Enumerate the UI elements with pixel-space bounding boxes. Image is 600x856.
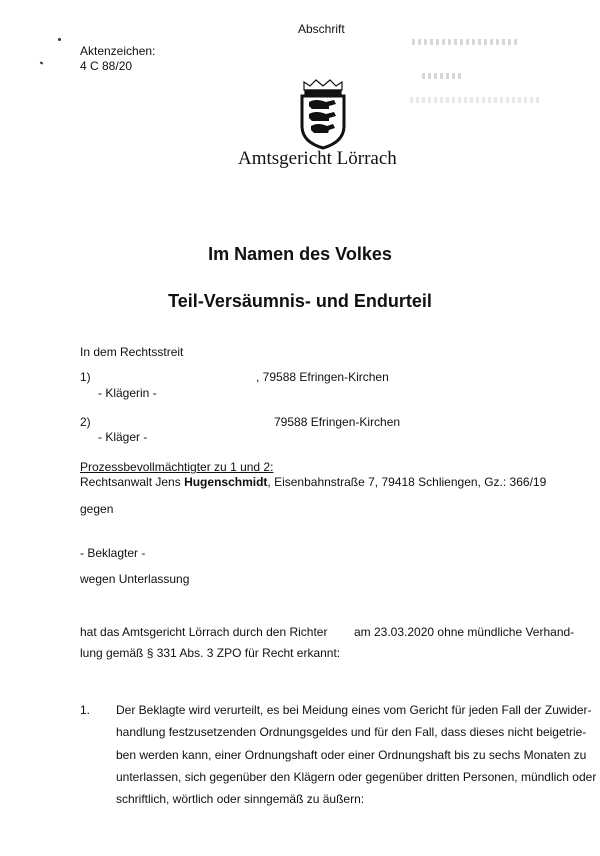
defendant-role: - Beklagter - bbox=[80, 546, 146, 560]
judgment-title: Teil-Versäumnis- und Endurteil bbox=[168, 291, 432, 311]
item-text-line: Der Beklagte wird verurteilt, es bei Meidung eines vom Gericht für jeden Fall der Zuwider- bbox=[116, 703, 592, 717]
counsel-details bbox=[80, 475, 546, 489]
item-text-line: schriftlich, wörtlich oder sinngemäß zu äußern: bbox=[116, 792, 365, 806]
counsel-label: Prozessbevollmächtigter zu 1 und 2: bbox=[80, 460, 274, 474]
item-text-line: unterlassen, sich gegenüber den Klägern oder gegenüber dritten Personen, mündlich oder bbox=[116, 770, 597, 784]
item-text-line: handlung festzusetzenden Ordnungsgeldes und für den Fall, dass dieses nicht beigetrie- bbox=[116, 725, 587, 739]
page-title: Im Namen des Volkes bbox=[208, 244, 392, 264]
faded-stamp bbox=[410, 35, 550, 120]
party-address: , 79588 Efringen-Kirchen bbox=[256, 370, 389, 384]
against-label: gegen bbox=[80, 502, 114, 516]
party-address: 79588 Efringen-Kirchen bbox=[274, 415, 401, 429]
ruling-line: lung gemäß § 331 Abs. 3 ZPO für Recht erkannt: bbox=[80, 646, 341, 660]
counsel-address: , Eisenbahnstraße 7, 79418 Schliengen, Gz.: 366/19 bbox=[267, 475, 547, 489]
party-role: - Kläger - bbox=[98, 430, 148, 444]
court-name: Amtsgericht Lörrach bbox=[238, 148, 397, 169]
party-number: 1) bbox=[80, 370, 91, 384]
file-number-label: Aktenzeichen: bbox=[80, 44, 156, 58]
file-number: 4 C 88/20 bbox=[80, 59, 133, 73]
ruling-line-start: hat das Amtsgericht Lörrach durch den Richter bbox=[80, 625, 328, 639]
item-number: 1. bbox=[80, 703, 91, 717]
scan-speck bbox=[40, 61, 44, 64]
counsel-name: Hugenschmidt bbox=[184, 475, 268, 489]
coat-of-arms-icon bbox=[296, 78, 350, 150]
case-intro: In dem Rechtsstreit bbox=[80, 345, 184, 359]
ruling-line-end: am 23.03.2020 ohne mündliche Verhand- bbox=[354, 625, 575, 639]
copy-note: Abschrift bbox=[298, 22, 345, 36]
party-role: - Klägerin - bbox=[98, 386, 157, 400]
item-text-line: ben werden kann, einer Ordnungshaft oder einer Ordnungshaft bis zu sechs Monaten zu bbox=[116, 748, 587, 762]
scan-speck bbox=[58, 38, 61, 41]
party-number: 2) bbox=[80, 415, 91, 429]
counsel-prefix: Rechtsanwalt Jens bbox=[80, 475, 185, 489]
case-subject: wegen Unterlassung bbox=[80, 572, 190, 586]
